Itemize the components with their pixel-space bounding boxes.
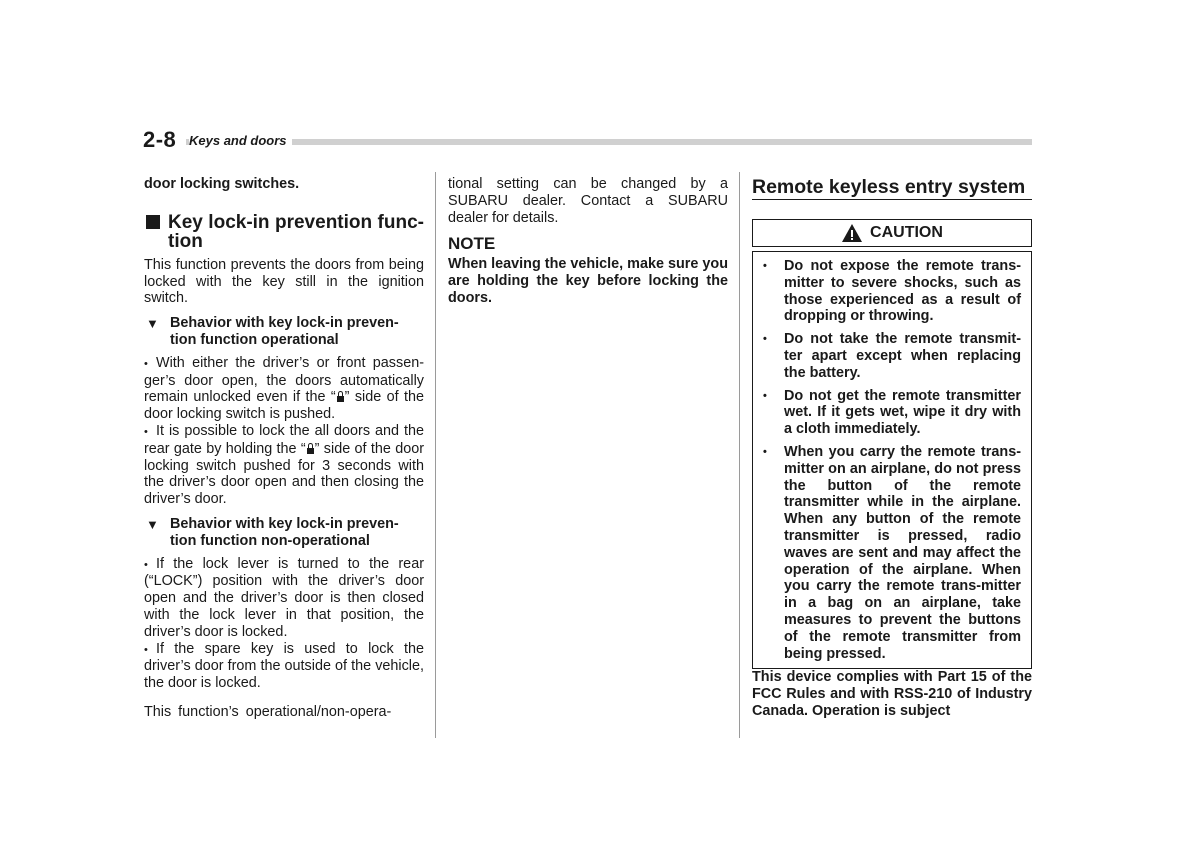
remote-keyless-title: Remote keyless entry system xyxy=(752,176,1032,200)
note-heading: NOTE xyxy=(448,234,496,254)
continued-text: door locking switches. xyxy=(144,176,300,192)
header-rule xyxy=(186,139,1032,145)
continued-paragraph: tional setting can be changed by a SUBARU dealer. Contact a SUBARU dealer for details. xyxy=(448,176,728,226)
bullet-icon: • xyxy=(763,333,767,346)
subheading-non-operational xyxy=(144,516,424,550)
caution-item xyxy=(763,258,1021,325)
bullet-icon: • xyxy=(763,260,767,272)
caution-item xyxy=(763,331,1021,381)
square-bullet-icon xyxy=(146,215,160,229)
column-divider xyxy=(739,172,740,738)
warning-triangle-icon xyxy=(841,223,863,243)
bullet-paragraph xyxy=(144,423,424,508)
bullet-text: With either the driver’s or front passen-ger’s door open, the doors automatically remain unlocked even if the “ xyxy=(144,354,424,406)
subheading-operational-text: Behavior with key lock-in preven-tion function operational xyxy=(170,315,399,348)
bullet-paragraph xyxy=(144,355,424,423)
caution-item xyxy=(763,444,1021,662)
key-lockin-heading-text: Key lock-in prevention func-tion xyxy=(168,211,424,252)
bullet-text: ” side of the door locking switch is pushed. xyxy=(144,389,424,423)
fcc-paragraph: This device complies with Part 15 of the FCC Rules and with RSS-210 of Industry Canada. Operation is subject xyxy=(752,669,1032,719)
lock-icon xyxy=(306,443,315,454)
caution-body xyxy=(752,251,1032,669)
bullet-icon: • xyxy=(144,425,148,438)
intro-paragraph: This function prevents the doors from being locked with the key still in the ignition switch. xyxy=(144,256,424,307)
page-number: 2-8 xyxy=(143,127,182,153)
bullet-icon: • xyxy=(763,389,767,402)
triangle-icon: ▼ xyxy=(146,516,159,532)
caution-item-text: Do not take the remote transmit-ter apart except when replacing the battery. xyxy=(784,331,1021,381)
column-left xyxy=(144,176,424,721)
caution-label: CAUTION xyxy=(870,223,943,241)
bullet-paragraph xyxy=(144,556,424,641)
bullet-icon: • xyxy=(763,445,767,458)
caution-item-text: Do not expose the remote trans-mitter to severe shocks, such as those experienced as a result of dropping or throwing. xyxy=(784,258,1021,325)
note-text: When leaving the vehicle, make sure you are holding the key before locking the doors. xyxy=(448,256,728,306)
lock-icon xyxy=(336,391,345,402)
bullet-text: ” side of the door locking switch pushed for 3 seconds with the driver’s door open and then closing the driver’s door. xyxy=(144,440,424,508)
caution-header xyxy=(752,219,1032,247)
caution-item-text: Do not get the remote transmitter wet. If it gets wet, wipe it dry with a cloth immediately. xyxy=(784,387,1021,438)
bullet-icon: • xyxy=(144,643,148,656)
bullet-icon: • xyxy=(144,558,148,571)
subheading-non-operational-text: Behavior with key lock-in preven-tion function non-operational xyxy=(170,515,399,549)
caution-item xyxy=(763,388,1021,438)
bullet-text: It is possible to lock the all doors and the rear gate by holding the “ xyxy=(144,422,424,457)
bullet-paragraph xyxy=(144,641,424,692)
bullet-text: If the spare key is used to lock the driver’s door from the outside of the vehicle, the door is locked. xyxy=(144,640,424,692)
column-middle xyxy=(448,176,728,307)
triangle-icon: ▼ xyxy=(146,316,159,332)
column-right xyxy=(752,176,1032,720)
caution-item-text: When you carry the remote trans-mitter on an airplane, do not press the button of the remote transmitter while in the airplane. When any button of the remote transmitter is pressed, radio waves are sent and may affect the operation of the airplane. When you carry the remote trans-mitter in a bag on an airplane, take measures to prevent the buttons of the remote transmitter from being pressed. xyxy=(784,443,1021,662)
bullet-text: If the lock lever is turned to the rear (“LOCK”) position with the driver’s door open and the driver’s door is then closed with the lock lever in that position, the driver’s door is locked. xyxy=(144,555,424,640)
subheading-operational xyxy=(144,315,424,349)
section-title: Keys and doors xyxy=(189,133,292,148)
column-divider xyxy=(435,172,436,738)
bullet-icon: • xyxy=(144,357,148,370)
tail-paragraph: This function’s operational/non-opera- xyxy=(144,703,392,720)
key-lockin-heading xyxy=(144,213,424,251)
